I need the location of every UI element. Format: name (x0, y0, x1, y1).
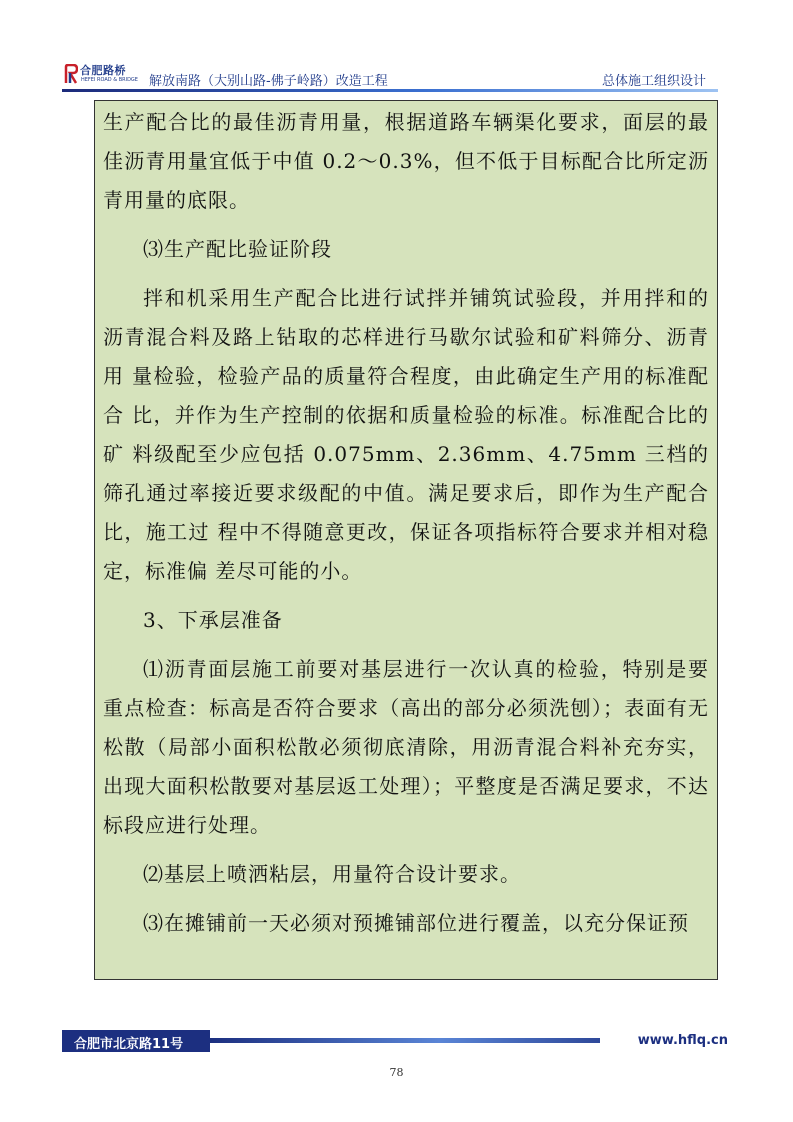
paragraph: 拌和机采用生产配合比进行试拌并铺筑试验段，并用拌和的沥青混合料及路上钻取的芯样进行马歇尔试验和矿料筛分、沥青用 量检验，检验产品的质量符合程度，由此确定生产用的标准配合 比，并作为生产控制的依据和质量检验的标准。标准配合比的矿 料级配至少应包括 0.075mm、2.36mm、4.75mm 三档的筛孔通过率接近要求级配的中值。满足要求后，即作为生产配合比，施工过 程中不得随意更改，保证各项指标符合要求并相对稳定，标准偏 差尽可能的小。 (103, 286, 709, 583)
logo-text: 合肥路桥 (80, 64, 126, 77)
footer-url-block (600, 1030, 728, 1052)
page-header (62, 58, 718, 92)
content-box (94, 100, 718, 980)
footer-url[interactable]: www.hflq.cn (637, 1033, 728, 1048)
header-divider (62, 89, 718, 92)
paragraph: ⑴沥青面层施工前要对基层进行一次认真的检验，特别是要重点检查：标高是否符合要求（高出的部分必须洗刨）；表面有无松散（局部小面积松散必须彻底清除，用沥青混合料补充夯实， 出现大面积松散要对基层返工处理）；平整度是否满足要求，不达标段应进行处理。 (103, 657, 709, 837)
document-title: 总体施工组织设计 (601, 74, 706, 89)
logo-mark-icon (64, 64, 78, 84)
page-number: 78 (389, 1066, 404, 1079)
logo-subtext: HEFEI ROAD & BRIDGE (81, 77, 138, 83)
paragraph: 生产配合比的最佳沥青用量，根据道路车辆渠化要求，面层的最 佳沥青用量宜低于中值 0.2～0.3%，但不低于目标配合比所定沥青用量的底限。 (103, 110, 709, 212)
section-heading: ⑶生产配比验证阶段 (143, 237, 332, 261)
footer-address: 合肥市北京路11号 (74, 1037, 184, 1052)
section-heading: 3、下承层准备 (143, 608, 283, 632)
project-title: 解放南路（大别山路-佛子岭路）改造工程 (149, 74, 388, 89)
footer-address-block (62, 1030, 210, 1052)
paragraph: ⑵基层上喷洒粘层，用量符合设计要求。 (143, 862, 521, 886)
company-logo (62, 62, 142, 88)
paragraph: ⑶在摊铺前一天必须对预摊铺部位进行覆盖，以充分保证预 (143, 911, 689, 935)
